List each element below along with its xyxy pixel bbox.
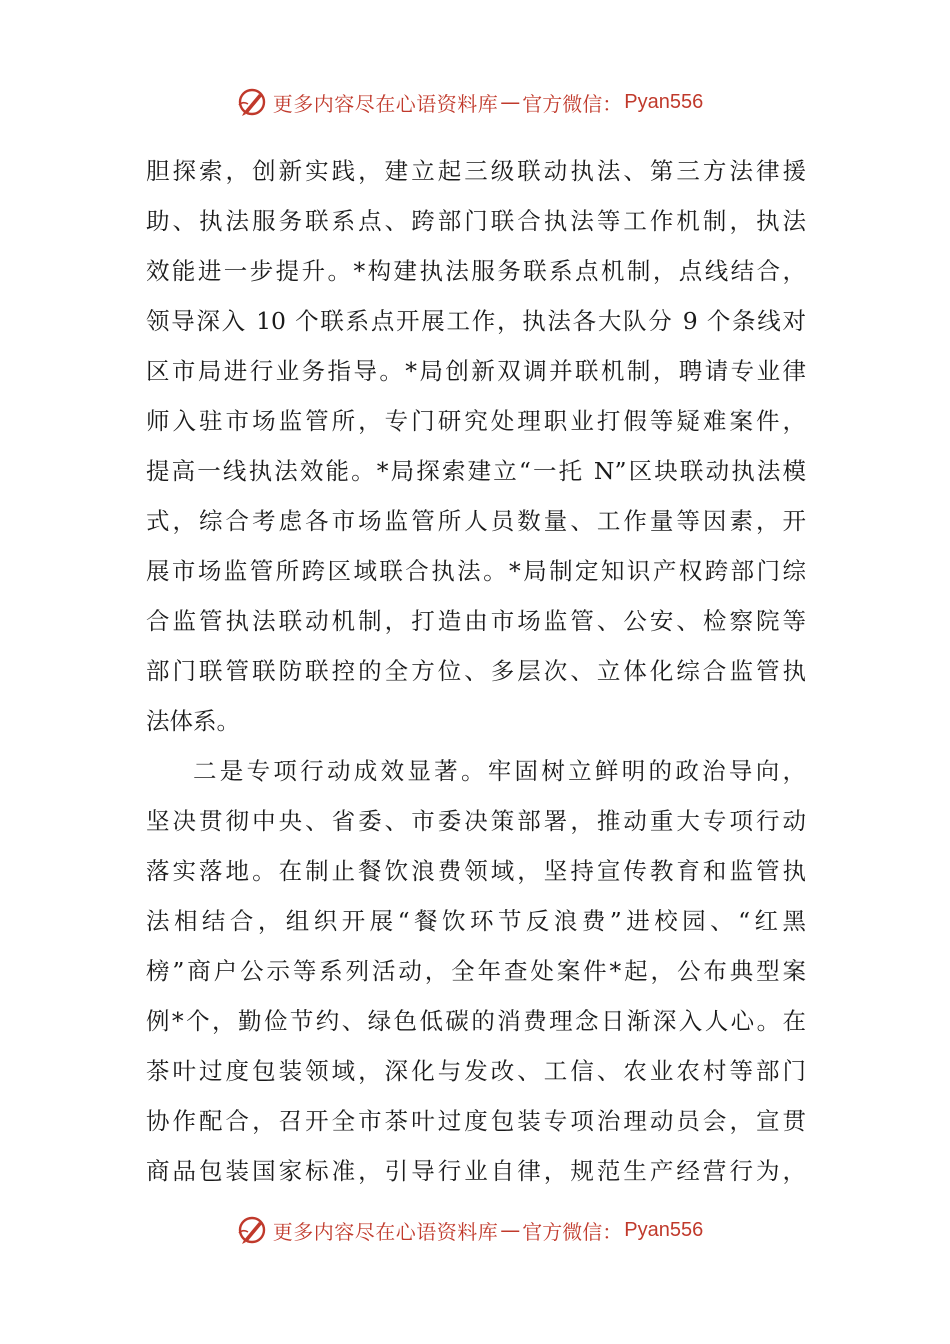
text-line: 部门联管联防联控的全方位、多层次、立体化综合监管执 xyxy=(146,657,806,685)
text-line: 商品包装国家标准，引导行业自律，规范生产经营行为， xyxy=(146,1157,806,1185)
text-line: 区市局进行业务指导。*局创新双调并联机制，聘请专业律 xyxy=(146,357,806,385)
text-line: 坚决贯彻中央、省委、市委决策部署，推动重大专项行动 xyxy=(146,807,806,835)
text-line: 提高一线执法效能。*局探索建立“一托 N”区块联动执法模 xyxy=(146,457,806,485)
pen-logo-icon xyxy=(235,1213,269,1247)
text-line: 胆探索，创新实践，建立起三级联动执法、第三方法律援 xyxy=(146,157,806,185)
header-banner xyxy=(0,82,950,122)
header-wechat-id: Pyan556 xyxy=(624,90,704,113)
footer-banner-separator: — xyxy=(500,1218,521,1242)
footer-official-label: 官方微信： xyxy=(522,1219,623,1244)
text-line: 法相结合，组织开展“餐饮环节反浪费”进校园、“红黑 xyxy=(146,907,806,935)
footer-banner xyxy=(0,1210,950,1250)
paragraph-start-line: 二是专项行动成效显著。牢固树立鲜明的政治导向， xyxy=(193,757,806,785)
text-line: 合监管执法联动机制，打造由市场监管、公安、检察院等 xyxy=(146,607,806,635)
text-line: 展市场监管所跨区域联合执法。*局制定知识产权跨部门综 xyxy=(146,557,806,585)
footer-wechat-id: Pyan556 xyxy=(624,1218,704,1241)
text-line: 茶叶过度包装领域，深化与发改、工信、农业农村等部门 xyxy=(146,1057,806,1085)
text-line: 法体系。 xyxy=(146,707,240,735)
header-banner-inner xyxy=(235,85,703,119)
text-line: 例*个，勤俭节约、绿色低碳的消费理念日渐深入人心。在 xyxy=(146,1007,806,1035)
footer-banner-text: 更多内容尽在心语资料库 xyxy=(272,1219,499,1244)
document-body xyxy=(146,146,806,1196)
text-line: 榜”商户公示等系列活动，全年查处案件*起，公布典型案 xyxy=(146,957,806,985)
text-line: 助、执法服务联系点、跨部门联合执法等工作机制，执法 xyxy=(146,207,806,235)
footer-banner-inner xyxy=(235,1213,703,1247)
text-line: 师入驻市场监管所，专门研究处理职业打假等疑难案件， xyxy=(146,407,806,435)
header-official-label: 官方微信： xyxy=(522,91,623,116)
text-line: 协作配合，召开全市茶叶过度包装专项治理动员会，宣贯 xyxy=(146,1107,806,1135)
header-banner-separator: — xyxy=(500,90,521,114)
text-line: 效能进一步提升。*构建执法服务联系点机制，点线结合， xyxy=(146,257,806,285)
text-line: 落实落地。在制止餐饮浪费领域，坚持宣传教育和监管执 xyxy=(146,857,806,885)
text-line: 领导深入 10 个联系点开展工作，执法各大队分 9 个条线对 xyxy=(146,307,806,335)
pen-logo-icon xyxy=(235,85,269,119)
header-banner-text: 更多内容尽在心语资料库 xyxy=(272,91,499,116)
text-line: 式，综合考虑各市场监管所人员数量、工作量等因素，开 xyxy=(146,507,806,535)
